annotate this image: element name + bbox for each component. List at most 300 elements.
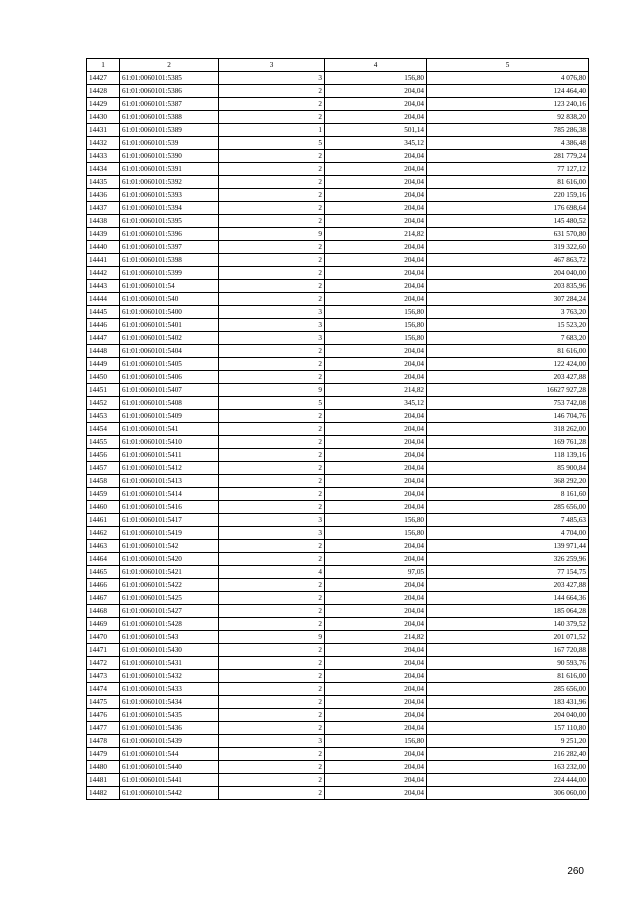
table-row	[87, 475, 589, 488]
cadastral-value-cell: 77 154,75	[427, 566, 589, 579]
cadastral-value-cell: 4 704,00	[427, 527, 589, 540]
row-number-cell: 14436	[87, 189, 120, 202]
cadastral-number-cell: 61:01:0060101:5417	[120, 514, 219, 527]
row-number-cell: 14463	[87, 540, 120, 553]
row-number-cell: 14473	[87, 670, 120, 683]
cadastral-value-cell: 3 763,20	[427, 306, 589, 319]
cadastral-number-cell: 61:01:0060101:5420	[120, 553, 219, 566]
cadastral-number-cell: 61:01:0060101:5442	[120, 787, 219, 800]
rate-group-cell: 2	[219, 709, 325, 722]
cadastral-number-cell: 61:01:0060101:539	[120, 137, 219, 150]
specific-value-cell: 204,04	[325, 150, 427, 163]
cadastral-number-cell: 61:01:0060101:5395	[120, 215, 219, 228]
table-row	[87, 488, 589, 501]
rate-group-cell: 2	[219, 748, 325, 761]
row-number-cell: 14428	[87, 85, 120, 98]
table-row	[87, 423, 589, 436]
row-number-cell: 14445	[87, 306, 120, 319]
cadastral-number-cell: 61:01:0060101:5427	[120, 605, 219, 618]
cadastral-value-cell: 285 656,00	[427, 501, 589, 514]
specific-value-cell: 204,04	[325, 176, 427, 189]
table-row	[87, 501, 589, 514]
table-body	[87, 59, 589, 800]
cadastral-number-cell: 61:01:0060101:5410	[120, 436, 219, 449]
cadastral-value-cell: 753 742,08	[427, 397, 589, 410]
specific-value-cell: 204,04	[325, 189, 427, 202]
specific-value-cell: 204,04	[325, 345, 427, 358]
cadastral-number-cell: 61:01:0060101:5396	[120, 228, 219, 241]
rate-group-cell: 5	[219, 137, 325, 150]
row-number-cell: 14476	[87, 709, 120, 722]
row-number-cell: 14449	[87, 358, 120, 371]
specific-value-cell: 204,04	[325, 241, 427, 254]
cadastral-value-cell: 81 616,00	[427, 345, 589, 358]
cadastral-value-cell: 144 664,36	[427, 592, 589, 605]
rate-group-cell: 4	[219, 566, 325, 579]
specific-value-cell: 156,80	[325, 72, 427, 85]
row-number-cell: 14439	[87, 228, 120, 241]
row-number-cell: 14447	[87, 332, 120, 345]
table-row	[87, 306, 589, 319]
cadastral-number-cell: 61:01:0060101:5404	[120, 345, 219, 358]
rate-group-cell: 2	[219, 787, 325, 800]
rate-group-cell: 2	[219, 267, 325, 280]
cadastral-number-cell: 61:01:0060101:5387	[120, 98, 219, 111]
specific-value-cell: 214,82	[325, 631, 427, 644]
page-number: 260	[567, 866, 584, 877]
cadastral-number-cell: 61:01:0060101:5433	[120, 683, 219, 696]
cadastral-value-cell: 140 379,52	[427, 618, 589, 631]
specific-value-cell: 97,05	[325, 566, 427, 579]
cadastral-number-cell: 61:01:0060101:5412	[120, 462, 219, 475]
cadastral-value-cell: 122 424,00	[427, 358, 589, 371]
table-row	[87, 605, 589, 618]
cadastral-number-cell: 61:01:0060101:541	[120, 423, 219, 436]
table-row	[87, 215, 589, 228]
cadastral-number-cell: 61:01:0060101:5405	[120, 358, 219, 371]
specific-value-cell: 345,12	[325, 137, 427, 150]
specific-value-cell: 204,04	[325, 709, 427, 722]
cadastral-value-cell: 7 485,63	[427, 514, 589, 527]
specific-value-cell: 204,04	[325, 761, 427, 774]
table-row	[87, 150, 589, 163]
cadastral-value-cell: 631 570,80	[427, 228, 589, 241]
rate-group-cell: 2	[219, 345, 325, 358]
cadastral-number-cell: 61:01:0060101:5388	[120, 111, 219, 124]
specific-value-cell: 214,82	[325, 384, 427, 397]
cadastral-number-cell: 61:01:0060101:543	[120, 631, 219, 644]
cadastral-value-cell: 81 616,00	[427, 176, 589, 189]
rate-group-cell: 2	[219, 618, 325, 631]
cadastral-number-cell: 61:01:0060101:5441	[120, 774, 219, 787]
cadastral-value-cell: 319 322,60	[427, 241, 589, 254]
row-number-cell: 14475	[87, 696, 120, 709]
rate-group-cell: 2	[219, 410, 325, 423]
header-cell-3: 3	[219, 59, 325, 72]
rate-group-cell: 2	[219, 215, 325, 228]
rate-group-cell: 2	[219, 98, 325, 111]
row-number-cell: 14467	[87, 592, 120, 605]
table-row	[87, 540, 589, 553]
rate-group-cell: 2	[219, 722, 325, 735]
table-row	[87, 462, 589, 475]
table-row	[87, 709, 589, 722]
row-number-cell: 14437	[87, 202, 120, 215]
table-row	[87, 774, 589, 787]
rate-group-cell: 3	[219, 332, 325, 345]
cadastral-number-cell: 61:01:0060101:5425	[120, 592, 219, 605]
row-number-cell: 14461	[87, 514, 120, 527]
cadastral-value-cell: 326 259,96	[427, 553, 589, 566]
table-row	[87, 527, 589, 540]
rate-group-cell: 2	[219, 436, 325, 449]
specific-value-cell: 204,04	[325, 436, 427, 449]
row-number-cell: 14434	[87, 163, 120, 176]
rate-group-cell: 2	[219, 176, 325, 189]
cadastral-number-cell: 61:01:0060101:5422	[120, 579, 219, 592]
specific-value-cell: 204,04	[325, 293, 427, 306]
specific-value-cell: 156,80	[325, 306, 427, 319]
cadastral-value-cell: 203 427,88	[427, 579, 589, 592]
cadastral-value-cell: 124 464,40	[427, 85, 589, 98]
table-row	[87, 618, 589, 631]
cadastral-value-cell: 176 698,64	[427, 202, 589, 215]
cadastral-value-cell: 185 064,28	[427, 605, 589, 618]
rate-group-cell: 2	[219, 202, 325, 215]
table-row	[87, 293, 589, 306]
cadastral-number-cell: 61:01:0060101:5411	[120, 449, 219, 462]
rate-group-cell: 9	[219, 631, 325, 644]
header-cell-2: 2	[120, 59, 219, 72]
cadastral-number-cell: 61:01:0060101:5435	[120, 709, 219, 722]
cadastral-number-cell: 61:01:0060101:5440	[120, 761, 219, 774]
cadastral-value-cell: 785 286,38	[427, 124, 589, 137]
table-row	[87, 670, 589, 683]
specific-value-cell: 156,80	[325, 527, 427, 540]
row-number-cell: 14459	[87, 488, 120, 501]
cadastral-value-cell: 139 971,44	[427, 540, 589, 553]
cadastral-value-cell: 307 284,24	[427, 293, 589, 306]
table-row	[87, 332, 589, 345]
cadastral-number-cell: 61:01:0060101:5392	[120, 176, 219, 189]
cadastral-number-cell: 61:01:0060101:5389	[120, 124, 219, 137]
row-number-cell: 14481	[87, 774, 120, 787]
rate-group-cell: 3	[219, 527, 325, 540]
cadastral-value-cell: 85 900,84	[427, 462, 589, 475]
specific-value-cell: 204,04	[325, 605, 427, 618]
specific-value-cell: 204,04	[325, 774, 427, 787]
specific-value-cell: 204,04	[325, 748, 427, 761]
specific-value-cell: 204,04	[325, 267, 427, 280]
row-number-cell: 14478	[87, 735, 120, 748]
header-cell-1: 1	[87, 59, 120, 72]
table-row	[87, 137, 589, 150]
specific-value-cell: 204,04	[325, 410, 427, 423]
specific-value-cell: 501,14	[325, 124, 427, 137]
specific-value-cell: 204,04	[325, 98, 427, 111]
rate-group-cell: 1	[219, 124, 325, 137]
table-row	[87, 748, 589, 761]
table-row	[87, 696, 589, 709]
cadastral-number-cell: 61:01:0060101:5439	[120, 735, 219, 748]
cadastral-value-cell: 118 139,16	[427, 449, 589, 462]
cadastral-number-cell: 61:01:0060101:5401	[120, 319, 219, 332]
row-number-cell: 14446	[87, 319, 120, 332]
table-row	[87, 319, 589, 332]
rate-group-cell: 2	[219, 462, 325, 475]
specific-value-cell: 204,04	[325, 618, 427, 631]
row-number-cell: 14431	[87, 124, 120, 137]
table-row	[87, 163, 589, 176]
cadastral-number-cell: 61:01:0060101:54	[120, 280, 219, 293]
row-number-cell: 14471	[87, 644, 120, 657]
table-row	[87, 397, 589, 410]
row-number-cell: 14440	[87, 241, 120, 254]
cadastral-number-cell: 61:01:0060101:542	[120, 540, 219, 553]
rate-group-cell: 2	[219, 163, 325, 176]
table-row	[87, 514, 589, 527]
row-number-cell: 14451	[87, 384, 120, 397]
row-number-cell: 14453	[87, 410, 120, 423]
cadastral-value-cell: 77 127,12	[427, 163, 589, 176]
cadastral-number-cell: 61:01:0060101:5413	[120, 475, 219, 488]
cadastral-number-cell: 61:01:0060101:540	[120, 293, 219, 306]
cadastral-number-cell: 61:01:0060101:5391	[120, 163, 219, 176]
table-row	[87, 449, 589, 462]
row-number-cell: 14472	[87, 657, 120, 670]
row-number-cell: 14435	[87, 176, 120, 189]
cadastral-number-cell: 61:01:0060101:5407	[120, 384, 219, 397]
row-number-cell: 14464	[87, 553, 120, 566]
specific-value-cell: 204,04	[325, 215, 427, 228]
cadastral-value-cell: 4 386,48	[427, 137, 589, 150]
cadastral-value-cell: 9 251,20	[427, 735, 589, 748]
rate-group-cell: 2	[219, 540, 325, 553]
rate-group-cell: 2	[219, 579, 325, 592]
cadastral-value-cell: 145 480,52	[427, 215, 589, 228]
cadastral-value-cell: 201 071,52	[427, 631, 589, 644]
cadastral-value-cell: 318 262,00	[427, 423, 589, 436]
row-number-cell: 14466	[87, 579, 120, 592]
header-cell-4: 4	[325, 59, 427, 72]
cadastral-value-cell: 306 060,00	[427, 787, 589, 800]
table-row	[87, 254, 589, 267]
row-number-cell: 14465	[87, 566, 120, 579]
specific-value-cell: 204,04	[325, 462, 427, 475]
cadastral-number-cell: 61:01:0060101:5434	[120, 696, 219, 709]
cadastral-value-cell: 90 593,76	[427, 657, 589, 670]
specific-value-cell: 204,04	[325, 85, 427, 98]
cadastral-value-cell: 220 159,16	[427, 189, 589, 202]
cadastral-number-cell: 61:01:0060101:5386	[120, 85, 219, 98]
row-number-cell: 14482	[87, 787, 120, 800]
rate-group-cell: 2	[219, 670, 325, 683]
table-row	[87, 176, 589, 189]
cadastral-value-cell: 123 240,16	[427, 98, 589, 111]
cadastral-value-cell: 204 040,00	[427, 267, 589, 280]
table-row	[87, 280, 589, 293]
row-number-cell: 14448	[87, 345, 120, 358]
cadastral-value-cell: 467 863,72	[427, 254, 589, 267]
cadastral-number-cell: 61:01:0060101:5402	[120, 332, 219, 345]
cadastral-value-cell: 92 838,20	[427, 111, 589, 124]
cadastral-value-cell: 368 292,20	[427, 475, 589, 488]
rate-group-cell: 2	[219, 111, 325, 124]
cadastral-number-cell: 61:01:0060101:5399	[120, 267, 219, 280]
row-number-cell: 14455	[87, 436, 120, 449]
cadastral-value-cell: 157 110,80	[427, 722, 589, 735]
rate-group-cell: 2	[219, 85, 325, 98]
rate-group-cell: 3	[219, 306, 325, 319]
rate-group-cell: 2	[219, 774, 325, 787]
row-number-cell: 14427	[87, 72, 120, 85]
row-number-cell: 14444	[87, 293, 120, 306]
table-row	[87, 787, 589, 800]
cadastral-number-cell: 61:01:0060101:5431	[120, 657, 219, 670]
cadastral-value-cell: 169 761,28	[427, 436, 589, 449]
table-row	[87, 436, 589, 449]
specific-value-cell: 204,04	[325, 579, 427, 592]
rate-group-cell: 2	[219, 683, 325, 696]
rate-group-cell: 2	[219, 371, 325, 384]
row-number-cell: 14456	[87, 449, 120, 462]
row-number-cell: 14462	[87, 527, 120, 540]
cadastral-number-cell: 61:01:0060101:5430	[120, 644, 219, 657]
specific-value-cell: 204,04	[325, 488, 427, 501]
cadastral-value-cell: 285 656,00	[427, 683, 589, 696]
specific-value-cell: 204,04	[325, 644, 427, 657]
cadastral-number-cell: 61:01:0060101:5398	[120, 254, 219, 267]
specific-value-cell: 204,04	[325, 683, 427, 696]
cadastral-value-cell: 146 704,76	[427, 410, 589, 423]
rate-group-cell: 9	[219, 228, 325, 241]
rate-group-cell: 2	[219, 501, 325, 514]
specific-value-cell: 204,04	[325, 202, 427, 215]
table-row	[87, 98, 589, 111]
table-row	[87, 358, 589, 371]
cadastral-number-cell: 61:01:0060101:5400	[120, 306, 219, 319]
cadastral-number-cell: 61:01:0060101:5432	[120, 670, 219, 683]
table-row	[87, 566, 589, 579]
cadastral-number-cell: 61:01:0060101:5408	[120, 397, 219, 410]
row-number-cell: 14480	[87, 761, 120, 774]
rate-group-cell: 2	[219, 475, 325, 488]
row-number-cell: 14441	[87, 254, 120, 267]
cadastral-number-cell: 61:01:0060101:5414	[120, 488, 219, 501]
table-row	[87, 85, 589, 98]
cadastral-number-cell: 61:01:0060101:5393	[120, 189, 219, 202]
table-row	[87, 72, 589, 85]
specific-value-cell: 204,04	[325, 163, 427, 176]
table-row	[87, 228, 589, 241]
row-number-cell: 14479	[87, 748, 120, 761]
table-row	[87, 189, 589, 202]
specific-value-cell: 156,80	[325, 514, 427, 527]
cadastral-number-cell: 61:01:0060101:5419	[120, 527, 219, 540]
cadastral-value-cell: 163 232,00	[427, 761, 589, 774]
row-number-cell: 14452	[87, 397, 120, 410]
cadastral-value-cell: 281 779,24	[427, 150, 589, 163]
rate-group-cell: 2	[219, 644, 325, 657]
rate-group-cell: 2	[219, 150, 325, 163]
table-row	[87, 735, 589, 748]
rate-group-cell: 2	[219, 553, 325, 566]
table-row	[87, 384, 589, 397]
table-row	[87, 202, 589, 215]
specific-value-cell: 204,04	[325, 254, 427, 267]
specific-value-cell: 204,04	[325, 787, 427, 800]
cadastral-value-cell: 224 444,00	[427, 774, 589, 787]
cadastral-value-cell: 203 835,96	[427, 280, 589, 293]
rate-group-cell: 3	[219, 319, 325, 332]
specific-value-cell: 214,82	[325, 228, 427, 241]
row-number-cell: 14477	[87, 722, 120, 735]
cadastral-value-cell: 216 282,40	[427, 748, 589, 761]
row-number-cell: 14460	[87, 501, 120, 514]
table-row	[87, 722, 589, 735]
cadastral-number-cell: 61:01:0060101:5385	[120, 72, 219, 85]
table-row	[87, 371, 589, 384]
row-number-cell: 14457	[87, 462, 120, 475]
rate-group-cell: 2	[219, 241, 325, 254]
rate-group-cell: 2	[219, 657, 325, 670]
cadastral-value-cell: 183 431,96	[427, 696, 589, 709]
rate-group-cell: 2	[219, 696, 325, 709]
rate-group-cell: 2	[219, 254, 325, 267]
rate-group-cell: 2	[219, 488, 325, 501]
specific-value-cell: 204,04	[325, 670, 427, 683]
data-table	[86, 58, 589, 800]
table-row	[87, 631, 589, 644]
rate-group-cell: 2	[219, 189, 325, 202]
cadastral-number-cell: 61:01:0060101:5406	[120, 371, 219, 384]
specific-value-cell: 204,04	[325, 722, 427, 735]
specific-value-cell: 204,04	[325, 423, 427, 436]
table-row	[87, 111, 589, 124]
cadastral-number-cell: 61:01:0060101:5409	[120, 410, 219, 423]
table-row	[87, 644, 589, 657]
table-row	[87, 761, 589, 774]
table-header-row	[87, 59, 589, 72]
rate-group-cell: 3	[219, 72, 325, 85]
specific-value-cell: 204,04	[325, 553, 427, 566]
cadastral-value-cell: 16627 927,28	[427, 384, 589, 397]
specific-value-cell: 204,04	[325, 592, 427, 605]
specific-value-cell: 204,04	[325, 371, 427, 384]
rate-group-cell: 2	[219, 280, 325, 293]
rate-group-cell: 2	[219, 293, 325, 306]
rate-group-cell: 2	[219, 423, 325, 436]
specific-value-cell: 204,04	[325, 358, 427, 371]
cadastral-value-cell: 81 616,00	[427, 670, 589, 683]
row-number-cell: 14432	[87, 137, 120, 150]
cadastral-value-cell: 203 427,88	[427, 371, 589, 384]
cadastral-number-cell: 61:01:0060101:5428	[120, 618, 219, 631]
table-row	[87, 267, 589, 280]
rate-group-cell: 2	[219, 358, 325, 371]
rate-group-cell: 5	[219, 397, 325, 410]
row-number-cell: 14443	[87, 280, 120, 293]
row-number-cell: 14450	[87, 371, 120, 384]
row-number-cell: 14474	[87, 683, 120, 696]
specific-value-cell: 204,04	[325, 111, 427, 124]
table-row	[87, 553, 589, 566]
table-row	[87, 683, 589, 696]
cadastral-number-cell: 61:01:0060101:5397	[120, 241, 219, 254]
row-number-cell: 14470	[87, 631, 120, 644]
rate-group-cell: 3	[219, 735, 325, 748]
specific-value-cell: 156,80	[325, 319, 427, 332]
